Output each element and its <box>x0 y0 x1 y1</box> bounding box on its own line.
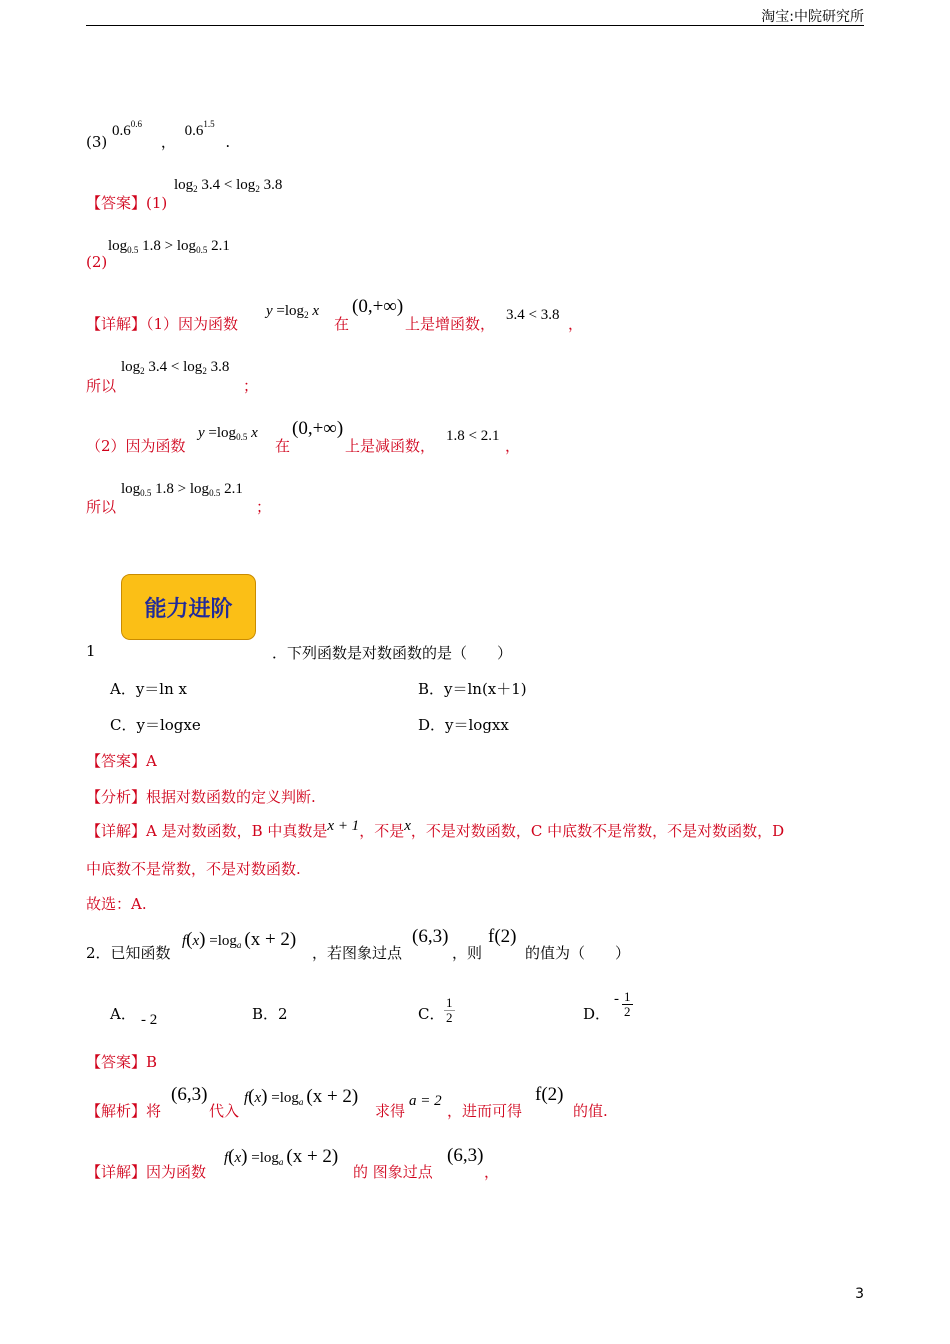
answer-1 <box>86 192 167 213</box>
answer-1-num: (1) <box>146 194 168 212</box>
q1-option-d: D．y＝logxx <box>418 716 509 734</box>
detail-1 <box>86 313 238 334</box>
detail-2-in: 在 <box>275 437 291 455</box>
sep: ， <box>160 133 176 151</box>
q2-option-a-value: - 2 <box>141 1012 158 1028</box>
detail-1-comma: ， <box>568 315 584 333</box>
q2-option-d-sign: - <box>614 991 619 1007</box>
q2-jx-get: 求得 <box>375 1102 406 1120</box>
answer-1-expr: $\log_2 3.4 < \log_2 3.8$ <box>174 177 283 194</box>
q2-option-d: D． <box>583 1005 611 1023</box>
detail-1-mid: 上是增函数， <box>405 315 496 333</box>
q1-stem: ．下列函数是对数函数的是（ ） <box>272 644 513 662</box>
end-period: . <box>225 133 231 151</box>
q2-function: $f(x) =\log_a$ (x + 2) <box>182 929 297 950</box>
q2-jx-end: 的值. <box>573 1102 608 1120</box>
expr-0.6-pow-0.6: $0.6^{0.6}$ <box>112 119 143 139</box>
q1-detail-x: x <box>404 818 411 834</box>
detail-1-func: $y =\log_2$ x <box>266 303 319 320</box>
q1-choose: 故选：A. <box>86 895 147 913</box>
q2-jx-function: $f(x) =\log_a$ (x + 2) <box>244 1086 359 1107</box>
q2-f2: f(2) <box>488 926 517 947</box>
so-1-expr: $\log_2 3.4 < \log_2 3.8$ <box>121 359 230 376</box>
detail-1-in: 在 <box>334 315 350 333</box>
q1-option-a: A．y＝ln x <box>110 680 187 698</box>
q1-detail-b: ，不是 <box>359 822 405 840</box>
detail-2-comma: ， <box>505 437 521 455</box>
q2-option-c: C． <box>418 1005 445 1023</box>
q2-xj-point: (6,3) <box>447 1145 484 1166</box>
q2-xj-function: $f(x) =\log_a$ (x + 2) <box>224 1146 339 1167</box>
detail-2-prefix: （2）因为函数 <box>86 437 186 455</box>
page-number: 3 <box>855 1286 864 1302</box>
q1-detail-line1 <box>86 820 784 841</box>
q1-detail-a: 【详解】A 是对数函数，B 中真数是 <box>86 822 328 840</box>
q1-answer: 【答案】A <box>86 752 157 770</box>
answer-2-num: (2) <box>86 253 108 271</box>
answer-2-expr: $\log_{0.5} 1.8 > \log_{0.5} 2.1$ <box>108 238 230 255</box>
so-2-semicolon: ； <box>256 498 272 516</box>
q2-jx-point: (6,3) <box>171 1084 208 1105</box>
q1-detail-xp1: x + 1 <box>327 818 360 834</box>
section-badge: 能力进阶 <box>121 574 256 640</box>
q1-detail-line2: 中底数不是常数，不是对数函数. <box>86 860 301 878</box>
problem-3-label: (3) <box>86 133 108 151</box>
q2-prefix: 2．已知函数 <box>86 944 171 962</box>
q2-jx-tag: 【解析】将 <box>86 1102 162 1120</box>
q2-xj-mid: 的 图象过点 <box>353 1163 433 1181</box>
q2-xj-end: ， <box>484 1163 500 1181</box>
detail-1-interval: (0,+∞) <box>352 296 404 317</box>
q2-jx-in: 代入 <box>209 1102 240 1120</box>
answer-tag: 【答案】 <box>86 194 147 212</box>
q2-jx-then: ，进而可得 <box>447 1102 523 1120</box>
detail-tag: 【详解】 <box>86 315 147 333</box>
q2-mid1: ，若图象过点 <box>312 944 403 962</box>
q2-answer: 【答案】B <box>86 1053 158 1071</box>
q1-option-c: C．y＝logxe <box>110 716 201 734</box>
detail-2-mid: 上是减函数， <box>345 437 436 455</box>
q1-analysis: 【分析】根据对数函数的定义判断. <box>86 788 316 806</box>
q1-option-b: B．y＝ln(x＋1) <box>418 680 527 698</box>
detail-1-compare: 3.4 < 3.8 <box>506 307 560 323</box>
q1-detail-c: ，不是对数函数，C 中底数不是常数，不是对数函数，D <box>410 822 785 840</box>
detail-1-prefix: （1）因为函数 <box>146 315 239 333</box>
q2-jx-f2: f(2) <box>535 1084 564 1105</box>
expr-0.6-pow-1.5: $0.6^{1.5}$ <box>184 119 215 139</box>
problem-3 <box>86 119 231 152</box>
detail-2-compare: 1.8 < 2.1 <box>446 428 500 444</box>
q2-mid2: ，则 <box>452 944 483 962</box>
so-1-semicolon: ； <box>243 377 259 395</box>
page-header: 淘宝:中院研究所 <box>761 9 864 25</box>
so-2: 所以 <box>86 498 117 516</box>
q2-end: 的值为（ ） <box>525 944 631 962</box>
q2-option-d-fraction: $\frac{1}{2}$ <box>624 989 631 1019</box>
detail-2-interval: (0,+∞) <box>292 418 344 439</box>
q2-xj-tag: 【详解】因为函数 <box>86 1163 207 1181</box>
q2-point: (6,3) <box>412 926 449 947</box>
q2-option-a: A． <box>110 1005 136 1023</box>
detail-2-func: $y =\log_{0.5}$ x <box>198 425 258 442</box>
q2-option-c-fraction: $\frac{1}{2}$ <box>446 995 453 1025</box>
q2-jx-aeq: a = 2 <box>409 1093 442 1109</box>
q2-option-b: B．2 <box>252 1005 288 1023</box>
q1-number: 1 <box>86 642 96 660</box>
header-rule <box>86 25 864 26</box>
so-2-expr: $\log_{0.5} 1.8 > \log_{0.5} 2.1$ <box>121 481 243 498</box>
so-1: 所以 <box>86 377 117 395</box>
